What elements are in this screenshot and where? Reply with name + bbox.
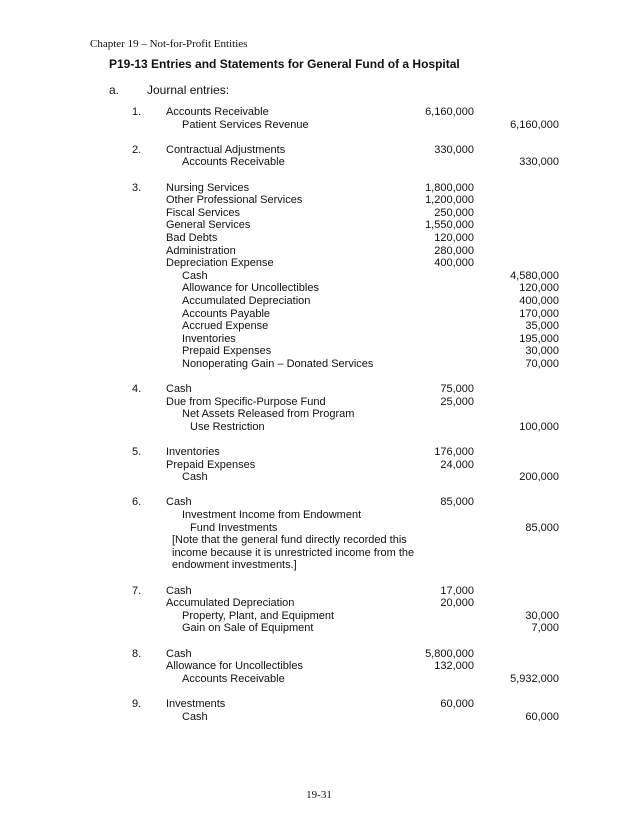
debit-amount: 17,000: [440, 584, 474, 597]
entry-line: [0, 207, 638, 220]
credit-account: Prepaid Expenses: [182, 345, 272, 358]
entry-line: [0, 295, 638, 308]
debit-amount: 400,000: [434, 257, 474, 270]
debit-account: Nursing Services: [166, 181, 250, 194]
debit-account: Cash: [166, 383, 192, 396]
journal-entry: [0, 144, 638, 169]
debit-account: Cash: [166, 647, 192, 660]
entry-line: [0, 345, 638, 358]
debit-account: Cash: [166, 496, 192, 509]
credit-amount: 60,000: [525, 710, 559, 723]
entry-number: 7.: [132, 584, 142, 597]
debit-account: Depreciation Expense: [166, 257, 274, 270]
credit-account: Accounts Payable: [182, 307, 271, 320]
journal-entry: [0, 182, 638, 371]
credit-amount: 7,000: [531, 622, 559, 635]
credit-amount: 100,000: [519, 420, 559, 433]
debit-account: Other Professional Services: [166, 194, 303, 207]
entry-number: 2.: [132, 143, 142, 156]
debit-account: Administration: [166, 244, 236, 257]
debit-amount: 1,200,000: [425, 194, 474, 207]
credit-account: Nonoperating Gain – Donated Services: [182, 357, 374, 370]
entry-line: [0, 648, 638, 661]
entry-note: [Note that the general fund directly recorded this income because it is unrestricted income from the endowment investments.]: [172, 534, 415, 572]
entry-line: [0, 156, 638, 169]
debit-amount: 120,000: [434, 231, 474, 244]
credit-account: Use Restriction: [190, 420, 265, 433]
entry-line: [0, 232, 638, 245]
credit-amount: 4,580,000: [510, 269, 559, 282]
entry-line: [0, 119, 638, 132]
chapter-header: Chapter 19 – Not-for-Profit Entities: [90, 38, 248, 50]
journal-entry: [0, 106, 638, 131]
credit-amount: 85,000: [525, 521, 559, 534]
entry-line: [0, 610, 638, 623]
credit-amount: 200,000: [519, 471, 559, 484]
credit-amount: 5,932,000: [510, 672, 559, 685]
debit-account: Accounts Receivable: [166, 106, 269, 118]
debit-amount: 132,000: [434, 660, 474, 673]
entry-line: [0, 194, 638, 207]
entry-line: [0, 522, 638, 535]
credit-account: Accounts Receivable: [182, 672, 285, 685]
entry-number: 6.: [132, 496, 142, 509]
debit-account: Prepaid Expenses: [166, 458, 256, 471]
credit-amount: 400,000: [519, 294, 559, 307]
entry-line: [0, 459, 638, 472]
debit-amount: 5,800,000: [425, 647, 474, 660]
debit-account: Accumulated Depreciation: [166, 597, 295, 610]
credit-account: Investment Income from Endowment: [182, 509, 362, 521]
entry-number: 1.: [132, 106, 142, 118]
entry-line: [0, 358, 638, 371]
entry-number: 8.: [132, 647, 142, 660]
credit-amount: 35,000: [525, 320, 559, 333]
credit-account: Patient Services Revenue: [182, 118, 309, 131]
credit-account: Gain on Sale of Equipment: [182, 622, 314, 635]
entry-line: [0, 698, 638, 711]
debit-amount: 250,000: [434, 206, 474, 219]
entry-line: [0, 622, 638, 635]
entry-line: [0, 106, 638, 119]
credit-account: Cash: [182, 269, 208, 282]
page-number: 19-31: [306, 789, 332, 801]
problem-title: P19-13 Entries and Statements for General Fund of a Hospital: [109, 57, 460, 71]
debit-account: Due from Specific-Purpose Fund: [166, 395, 326, 408]
journal-entry: [0, 446, 638, 484]
credit-account: Inventories: [182, 332, 236, 345]
entry-line: [0, 446, 638, 459]
credit-account: Accumulated Depreciation: [182, 294, 311, 307]
credit-amount: 70,000: [525, 357, 559, 370]
debit-account: Allowance for Uncollectibles: [166, 660, 303, 673]
part-label: a.: [109, 83, 120, 97]
debit-amount: 6,160,000: [425, 106, 474, 118]
entry-line: [0, 496, 638, 509]
journal-entry: [0, 383, 638, 433]
entry-line: [0, 660, 638, 673]
journal-entry: [0, 648, 638, 686]
entry-line: [0, 257, 638, 270]
credit-amount: 195,000: [519, 332, 559, 345]
credit-account: Allowance for Uncollectibles: [182, 282, 319, 295]
credit-amount: 170,000: [519, 307, 559, 320]
entry-line: [0, 320, 638, 333]
entry-line: [0, 711, 638, 724]
entry-line: [0, 333, 638, 346]
entry-line: [0, 597, 638, 610]
entry-line: [0, 585, 638, 598]
entry-line: [0, 383, 638, 396]
debit-account: Fiscal Services: [166, 206, 240, 219]
entry-number: 5.: [132, 446, 142, 459]
debit-account: Inventories: [166, 446, 220, 459]
debit-account: Cash: [166, 584, 192, 597]
credit-account: Cash: [182, 471, 208, 484]
part-heading: [109, 83, 229, 97]
credit-account: Cash: [182, 710, 208, 723]
debit-account: Bad Debts: [166, 231, 218, 244]
entry-line: [0, 673, 638, 686]
journal-entry: [0, 585, 638, 635]
entry-line: [0, 471, 638, 484]
entry-line: [0, 408, 638, 421]
debit-amount: 24,000: [440, 458, 474, 471]
entry-number: 4.: [132, 383, 142, 396]
journal-entry: [0, 698, 638, 723]
debit-amount: 60,000: [440, 697, 474, 710]
credit-account: Accrued Expense: [182, 320, 269, 333]
debit-amount: 20,000: [440, 597, 474, 610]
credit-amount: 30,000: [525, 609, 559, 622]
debit-amount: 25,000: [440, 395, 474, 408]
entry-line: [0, 421, 638, 434]
debit-account: General Services: [166, 219, 251, 232]
credit-amount: 120,000: [519, 282, 559, 295]
debit-amount: 85,000: [440, 496, 474, 509]
entry-line: [0, 182, 638, 195]
debit-amount: 280,000: [434, 244, 474, 257]
entry-line: [0, 245, 638, 258]
entry-line: [0, 509, 638, 522]
debit-amount: 1,550,000: [425, 219, 474, 232]
entry-number: 9.: [132, 697, 142, 710]
credit-account: Net Assets Released from Program: [182, 408, 355, 421]
entry-line: [0, 270, 638, 283]
credit-amount: 6,160,000: [510, 118, 559, 131]
entry-line: [0, 219, 638, 232]
entry-line: [0, 308, 638, 321]
debit-amount: 176,000: [434, 446, 474, 459]
entry-line: [0, 144, 638, 157]
entry-line: [0, 282, 638, 295]
credit-amount: 30,000: [525, 345, 559, 358]
entry-number: 3.: [132, 181, 142, 194]
journal-entry: [0, 496, 638, 572]
debit-account: Investments: [166, 697, 226, 710]
entry-line: [0, 396, 638, 409]
credit-account: Accounts Receivable: [182, 156, 285, 169]
credit-account: Property, Plant, and Equipment: [182, 609, 335, 622]
debit-amount: 330,000: [434, 143, 474, 156]
journal-entries: [0, 106, 638, 736]
credit-account: Fund Investments: [190, 521, 278, 534]
debit-amount: 75,000: [440, 383, 474, 396]
part-text: Journal entries:: [147, 83, 230, 97]
credit-amount: 330,000: [519, 156, 559, 169]
debit-account: Contractual Adjustments: [166, 143, 286, 156]
debit-amount: 1,800,000: [425, 181, 474, 194]
